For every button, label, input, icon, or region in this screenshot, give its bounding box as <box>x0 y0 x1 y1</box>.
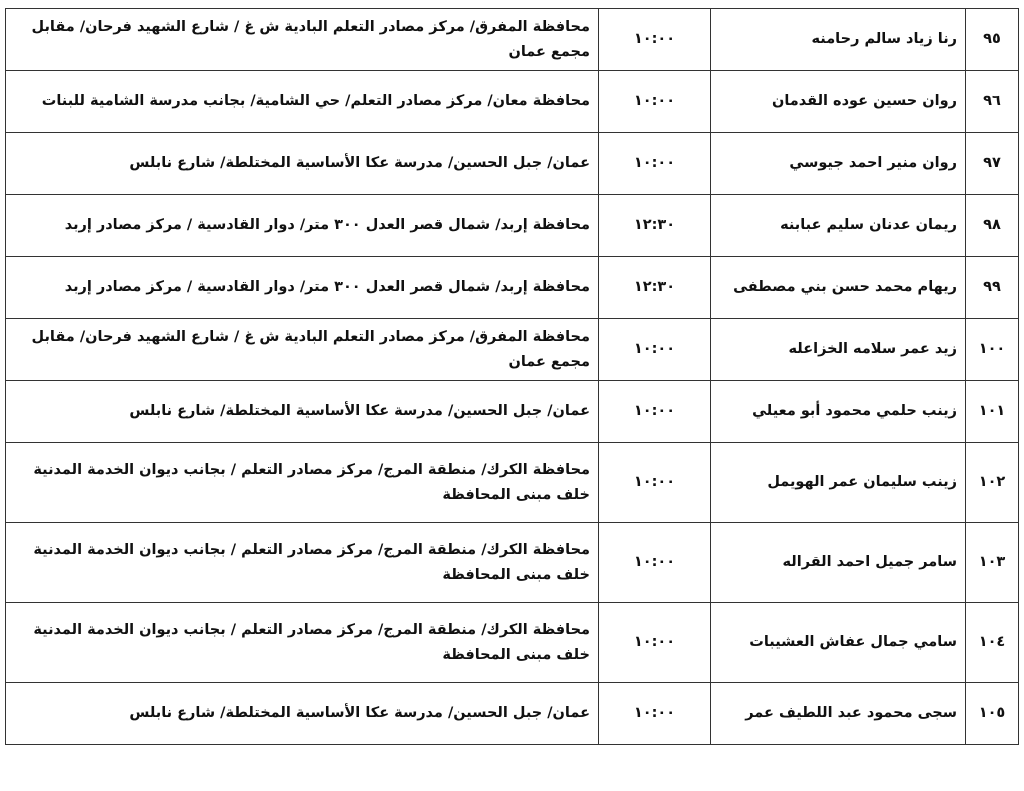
table-row <box>6 257 1019 319</box>
exam-location: محافظة معان/ مركز مصادر التعلم/ حي الشامية/ بجانب مدرسة الشامية للبنات <box>6 71 599 133</box>
table-row <box>6 381 1019 443</box>
table-row <box>6 133 1019 195</box>
exam-time: ١٠:٠٠ <box>599 133 711 195</box>
exam-time: ١٠:٠٠ <box>599 523 711 603</box>
candidate-name: ريهام محمد حسن بني مصطفى <box>711 257 966 319</box>
table-row <box>6 523 1019 603</box>
table-row <box>6 319 1019 381</box>
exam-location: محافظة الكرك/ منطقة المرج/ مركز مصادر التعلم / بجانب ديوان الخدمة المدنية خلف مبنى المحافظة <box>6 443 599 523</box>
exam-time: ١٢:٣٠ <box>599 195 711 257</box>
row-number: ٩٨ <box>966 195 1019 257</box>
candidate-name: ريمان عدنان سليم عبابنه <box>711 195 966 257</box>
exam-time: ١٠:٠٠ <box>599 71 711 133</box>
row-number: ١٠٥ <box>966 683 1019 745</box>
row-number: ٩٦ <box>966 71 1019 133</box>
exam-location: محافظة الكرك/ منطقة المرج/ مركز مصادر التعلم / بجانب ديوان الخدمة المدنية خلف مبنى المحافظة <box>6 523 599 603</box>
exam-time: ١٠:٠٠ <box>599 9 711 71</box>
exam-location: محافظة الكرك/ منطقة المرج/ مركز مصادر التعلم / بجانب ديوان الخدمة المدنية خلف مبنى المحافظة <box>6 603 599 683</box>
table-row <box>6 9 1019 71</box>
exam-time: ١٠:٠٠ <box>599 683 711 745</box>
exam-time: ١٠:٠٠ <box>599 381 711 443</box>
candidate-name: روان حسين عوده القدمان <box>711 71 966 133</box>
candidate-name: زيد عمر سلامه الخزاعله <box>711 319 966 381</box>
candidate-name: سامر جميل احمد القراله <box>711 523 966 603</box>
candidate-name: سامي جمال عفاش العشيبات <box>711 603 966 683</box>
candidate-name: سجى محمود عبد اللطيف عمر <box>711 683 966 745</box>
candidate-name: زينب حلمي محمود أبو معيلي <box>711 381 966 443</box>
exam-location: عمان/ جبل الحسين/ مدرسة عكا الأساسية المختلطة/ شارع نابلس <box>6 133 599 195</box>
exam-location: محافظة إربد/ شمال قصر العدل ٣٠٠ متر/ دوار القادسية / مركز مصادر إربد <box>6 195 599 257</box>
candidate-name: زينب سليمان عمر الهويمل <box>711 443 966 523</box>
exam-location: محافظة إربد/ شمال قصر العدل ٣٠٠ متر/ دوار القادسية / مركز مصادر إربد <box>6 257 599 319</box>
row-number: ١٠٢ <box>966 443 1019 523</box>
exam-location: عمان/ جبل الحسين/ مدرسة عكا الأساسية المختلطة/ شارع نابلس <box>6 381 599 443</box>
exam-time: ١٠:٠٠ <box>599 603 711 683</box>
exam-roster-table <box>5 8 1019 745</box>
table-row <box>6 683 1019 745</box>
exam-location: عمان/ جبل الحسين/ مدرسة عكا الأساسية المختلطة/ شارع نابلس <box>6 683 599 745</box>
row-number: ٩٥ <box>966 9 1019 71</box>
exam-location: محافظة المفرق/ مركز مصادر التعلم البادية ش غ / شارع الشهيد فرحان/ مقابل مجمع عمان <box>6 9 599 71</box>
row-number: ١٠٤ <box>966 603 1019 683</box>
row-number: ٩٩ <box>966 257 1019 319</box>
row-number: ١٠١ <box>966 381 1019 443</box>
exam-time: ١٢:٣٠ <box>599 257 711 319</box>
exam-time: ١٠:٠٠ <box>599 443 711 523</box>
table-row <box>6 71 1019 133</box>
table-row <box>6 443 1019 523</box>
exam-time: ١٠:٠٠ <box>599 319 711 381</box>
row-number: ٩٧ <box>966 133 1019 195</box>
row-number: ١٠٣ <box>966 523 1019 603</box>
exam-location: محافظة المفرق/ مركز مصادر التعلم البادية ش غ / شارع الشهيد فرحان/ مقابل مجمع عمان <box>6 319 599 381</box>
table-row <box>6 603 1019 683</box>
candidate-name: روان منير احمد جيوسي <box>711 133 966 195</box>
candidate-name: رنا زياد سالم رحامنه <box>711 9 966 71</box>
table-row <box>6 195 1019 257</box>
row-number: ١٠٠ <box>966 319 1019 381</box>
